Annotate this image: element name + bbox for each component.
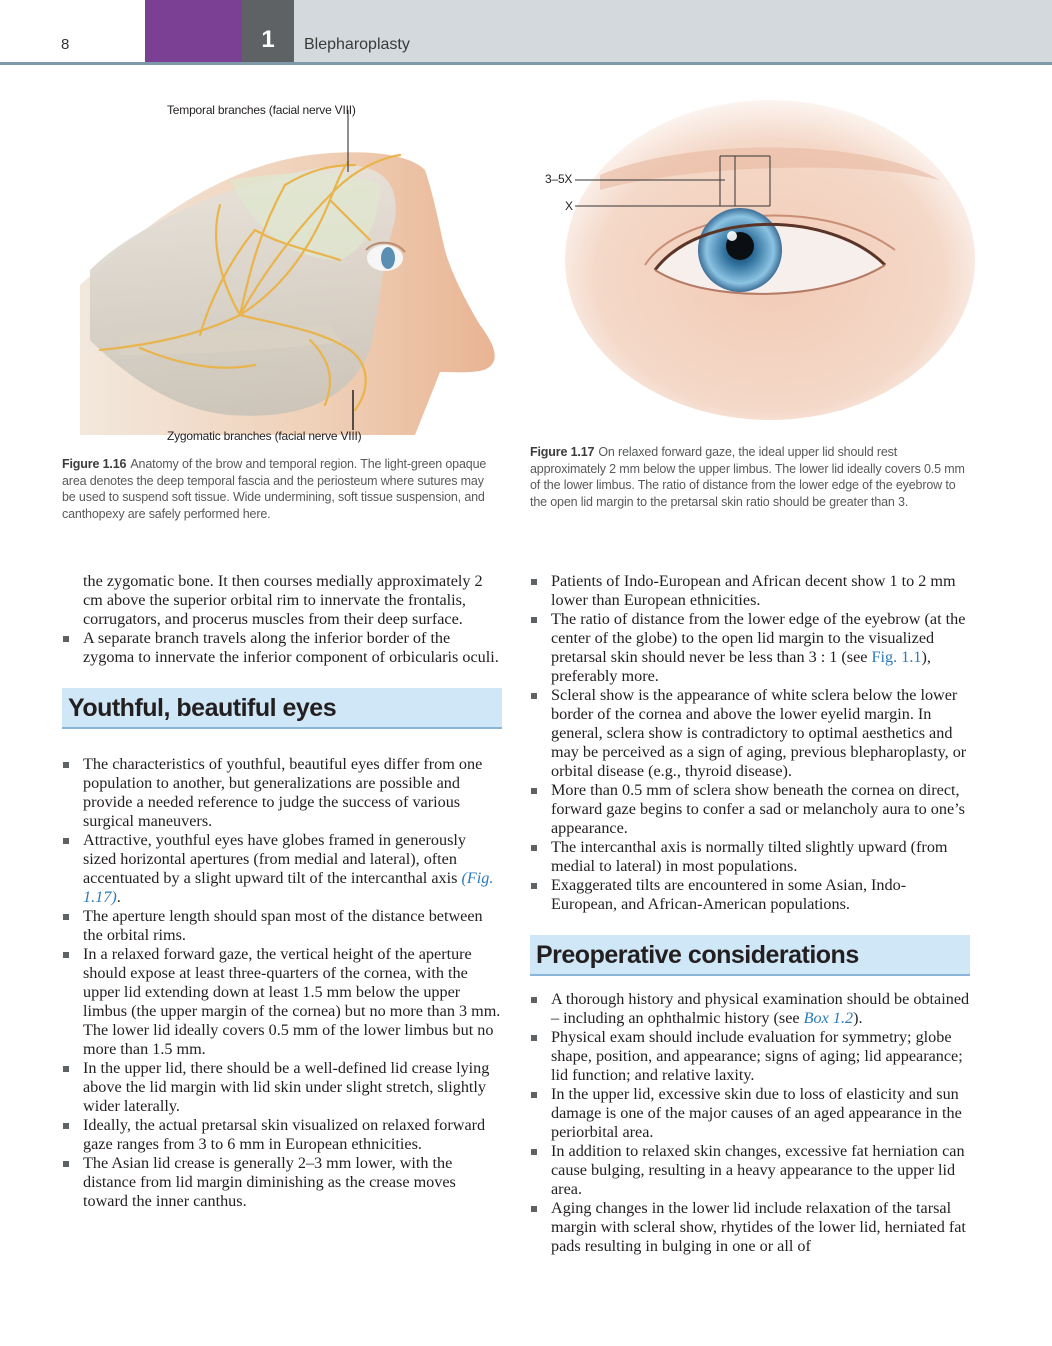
list-item-text-end: ), preferably more. bbox=[551, 648, 931, 685]
figure-1-16-illustration bbox=[80, 110, 520, 435]
figure-1-17-illustration bbox=[560, 100, 980, 420]
figure-1-17-caption-text: On relaxed forward gaze, the ideal upper lid should rest approximately 2 mm below the upper limbus. The lower lid ideally covers 0.5 mm of the lower limbus. The ratio of distance from the lower edge of the eyebrow to the open lid margin to the pretarsal skin ratio should be greater than 3. bbox=[530, 445, 965, 509]
list-item bbox=[530, 610, 970, 686]
list-item: In a relaxed forward gaze, the vertical height of the aperture should expose at least three-quarters of the cornea, with the upper lid extending down at least 1.5 mm below the upper limbus (the upper margin of the cornea) but no more than 3 mm. The lower lid ideally covers 0.5 mm of the lower limbus but no more than 1.5 mm. bbox=[62, 945, 502, 1059]
list-item: Scleral show is the appearance of white sclera below the lower border of the cornea and above the lower eyelid margin. In general, sclera show is contradictory to optimal aesthetics and may be perceived as a sign of aging, previous blepharoplasty, or orbital disease (e.g., thyroid disease). bbox=[530, 686, 970, 781]
list-item: A thorough history and physical examination should be obtained – including an ophthalmic history (see Box 1.2). bbox=[530, 990, 970, 1028]
figure-reference-link[interactable]: (Fig. 1.17) bbox=[83, 869, 494, 906]
left-column bbox=[62, 572, 502, 1211]
fig16-label-temporal: Temporal branches (facial nerve VIII) bbox=[167, 103, 356, 117]
list-item: Physical exam should include evaluation for symmetry; globe shape, position, and appearance; signs of aging; lid appearance; lid function; and relative laxity. bbox=[530, 1028, 970, 1085]
figure-1-16-number: Figure 1.16 bbox=[62, 457, 127, 471]
list-item: A separate branch travels along the inferior border of the zygoma to innervate the inferior component of orbicularis oculi. bbox=[62, 629, 502, 667]
chapter-number: 1 bbox=[261, 26, 275, 53]
list-item: The intercanthal axis is normally tilted slightly upward (from medial to lateral) in most populations. bbox=[530, 838, 970, 876]
page-number: 8 bbox=[61, 36, 70, 53]
figure-1-16-caption-text: Anatomy of the brow and temporal region. The light-green opaque area denotes the deep temporal fascia and the periosteum where sutures may be used to suspend soft tissue. Wide undermining, soft tissue suspension, and canthopexy are safely performed here. bbox=[62, 457, 487, 521]
fig16-label-zygomatic: Zygomatic branches (facial nerve VIII) bbox=[167, 429, 362, 443]
fig17-label-x: X bbox=[565, 199, 573, 213]
fig17-label-ratio: 3–5X bbox=[545, 172, 573, 186]
box-reference-link[interactable]: Box 1.2 bbox=[803, 1009, 854, 1027]
header-purple-tab bbox=[145, 0, 242, 62]
list-item-text: The ratio of distance from the lower edge of the eyebrow (at the center of the globe) to the open lid margin to the visualized pretarsal skin should never be less than 3 : 1 (see bbox=[551, 610, 966, 666]
section-heading-youthful-eyes: Youthful, beautiful eyes bbox=[62, 688, 502, 729]
list-item: More than 0.5 mm of sclera show beneath the cornea on direct, forward gaze begins to confer a sad or melancholy aura to one’s appearance. bbox=[530, 781, 970, 838]
list-item: The Asian lid crease is generally 2–3 mm lower, with the distance from lid margin diminishing as the crease moves toward the inner canthus. bbox=[62, 1154, 502, 1211]
list-item: Exaggerated tilts are encountered in some Asian, Indo-European, and African-American populations. bbox=[530, 876, 970, 914]
page-header bbox=[0, 0, 1052, 64]
list-item-text: A thorough history and physical examination should be obtained – including an ophthalmic history (see bbox=[551, 990, 970, 1027]
header-margin bbox=[0, 0, 145, 62]
list-item: Attractive, youthful eyes have globes framed in generously sized horizontal apertures (from medial and lateral), often accentuated by a slight upward tilt of the intercanthal axis (Fig. 1.17). bbox=[62, 831, 502, 907]
list-item: Ideally, the actual pretarsal skin visualized on relaxed forward gaze ranges from 3 to 6 mm in European ethnicities. bbox=[62, 1116, 502, 1154]
list-item-text: Attractive, youthful eyes have globes framed in generously sized horizontal apertures (from medial and lateral), often accentuated by a slight upward tilt of the intercanthal axis bbox=[83, 831, 466, 887]
list-item: Aging changes in the lower lid include relaxation of the tarsal margin with scleral show, rhytides of the lower lid, herniated fat pads resulting in bulging in one or all of bbox=[530, 1199, 970, 1256]
right-column bbox=[530, 572, 970, 1256]
figure-1-17-number: Figure 1.17 bbox=[530, 445, 595, 459]
list-item: Patients of Indo-European and African decent show 1 to 2 mm lower than European ethnicities. bbox=[530, 572, 970, 610]
list-item: In the upper lid, there should be a well-defined lid crease lying above the lid margin with lid skin under slight stretch, slightly wider laterally. bbox=[62, 1059, 502, 1116]
list-item: The aperture length should span most of the distance between the orbital rims. bbox=[62, 907, 502, 945]
continued-paragraph: the zygomatic bone. It then courses medially approximately 2 cm above the superior orbital rim to innervate the frontalis, corrugators, and procerus muscles from their deep surface. bbox=[83, 572, 483, 628]
list-item: In addition to relaxed skin changes, excessive fat herniation can cause bulging, resulting in a heavy appearance to the upper lid area. bbox=[530, 1142, 970, 1199]
list-item: The characteristics of youthful, beautiful eyes differ from one population to another, but generalizations are possible and provide a needed reference to judge the success of various surgical maneuvers. bbox=[62, 755, 502, 831]
header-rule bbox=[0, 62, 1052, 65]
figure-reference-link[interactable]: Fig. 1.1 bbox=[871, 648, 922, 666]
chapter-title: Blepharoplasty bbox=[304, 36, 410, 53]
figure-1-17-caption bbox=[530, 444, 970, 510]
list-item: In the upper lid, excessive skin due to loss of elasticity and sun damage is one of the major causes of an aged appearance in the periorbital area. bbox=[530, 1085, 970, 1142]
figure-1-16-caption bbox=[62, 456, 492, 522]
section-heading-preoperative: Preoperative considerations bbox=[530, 935, 970, 976]
